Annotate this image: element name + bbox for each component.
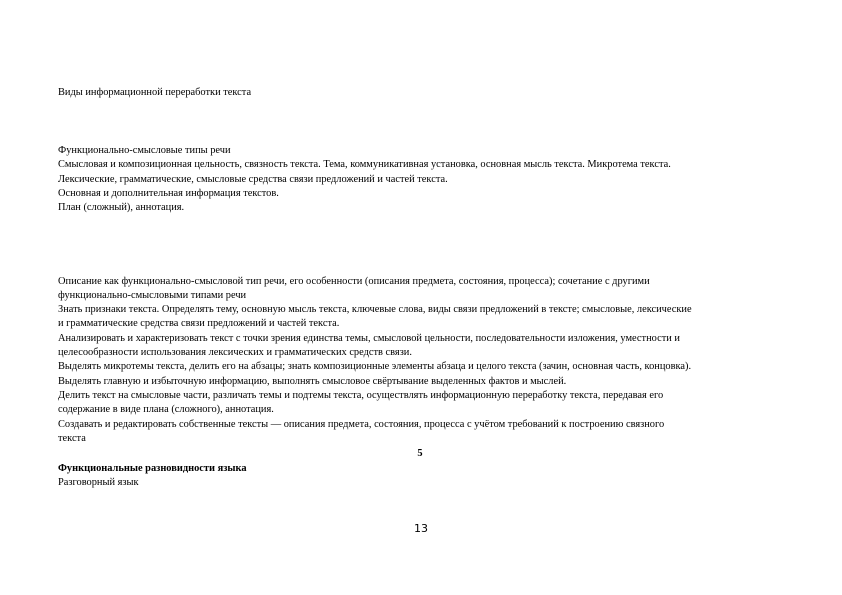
paragraph-line: Основная и дополнительная информация текстов. [58, 188, 279, 199]
paragraph-line: и грамматические средства связи предложений и частей текста. [58, 318, 340, 329]
paragraph-line: Описание как функционально-смысловой тип речи, его особенности (описания предмета, состояния, процесса); сочетание с другими [58, 276, 650, 287]
paragraph-line: Знать признаки текста. Определять тему, основную мысль текста, ключевые слова, виды связи предложений в тексте; смысловые, лексические [58, 304, 692, 315]
paragraph-line: Лексические, грамматические, смысловые средства связи предложений и частей текста. [58, 174, 448, 185]
paragraph-line: Смысловая и композиционная цельность, связность текста. Тема, коммуникативная установка, основная мысль текста. Микротема текста. [58, 159, 671, 170]
section-title-functional-varieties: Функциональные разновидности языка [58, 463, 247, 474]
paragraph-line: Анализировать и характеризовать текст с точки зрения единства темы, смысловой цельности, последовательности изложения, уместности и [58, 333, 680, 344]
paragraph-line: целесообразности использования лексических и грамматических средств связи. [58, 347, 412, 358]
section-subtitle-colloquial: Разговорный язык [58, 477, 139, 488]
section-title-speech-types: Функционально-смысловые типы речи [58, 145, 231, 156]
paragraph-line: Создавать и редактировать собственные тексты — описания предмета, состояния, процесса с учётом требований к построению связного [58, 419, 665, 430]
paragraph-line: Выделять главную и избыточную информацию, выполнять смысловое свёртывание выделенных фактов и мыслей. [58, 376, 567, 387]
paragraph-line: Делить текст на смысловые части, различать темы и подтемы текста, осуществлять информационную переработку текста, передавая его [58, 390, 664, 401]
paragraph-line: текста [58, 433, 86, 444]
paragraph-line: содержание в виде плана (сложного), аннотация. [58, 404, 274, 415]
paragraph-line: Выделять микротемы текста, делить его на абзацы; знать композиционные элементы абзаца и целого текста (зачин, основная часть, концовка). [58, 361, 692, 372]
section-heading-text-processing: Виды информационной переработки текста [58, 87, 252, 98]
page-number: 13 [414, 522, 428, 535]
paragraph-line: функционально-смысловыми типами речи [58, 290, 247, 301]
paragraph-line: План (сложный), аннотация. [58, 202, 185, 213]
hours-count: 5 [417, 448, 423, 459]
